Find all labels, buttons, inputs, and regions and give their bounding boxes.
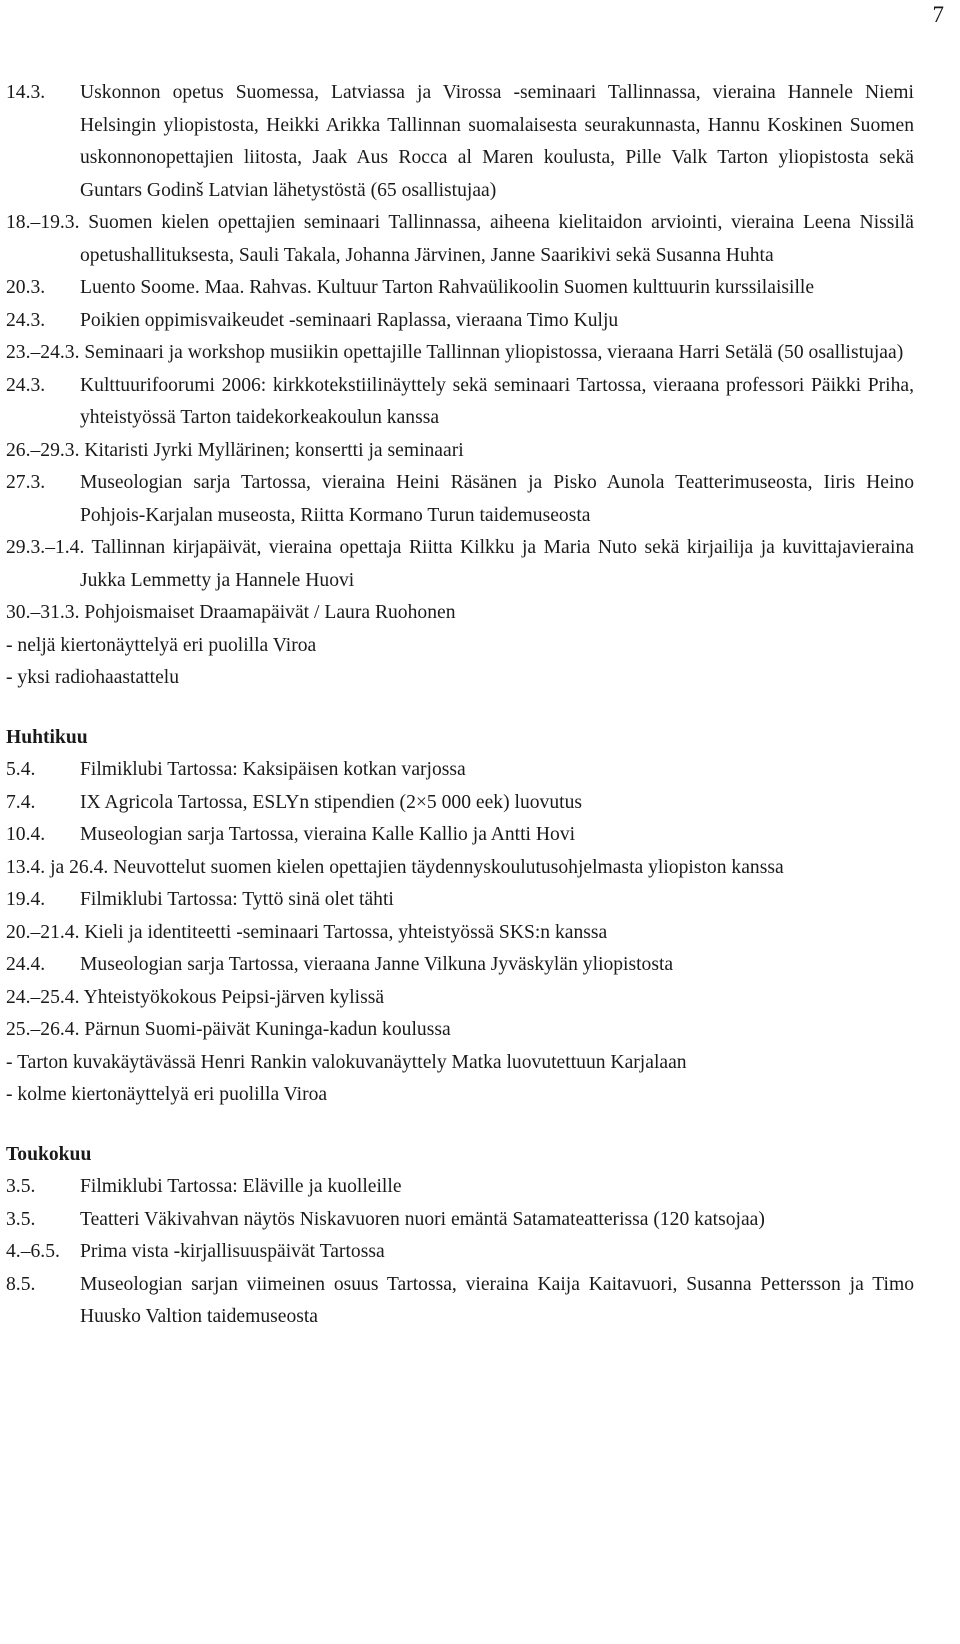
event-entry (6, 370, 914, 435)
bullet-item: - neljä kiertonäyttelyä eri puolilla Viroa (6, 634, 317, 656)
event-entry (6, 272, 914, 305)
event-text: Suomen kielen opettajien seminaari Tallinnassa, aiheena kielitaidon arviointi, vieraina Leena Nissilä opetushallituksesta, Sauli Takala, Johanna Järvinen, Janne Saarikivi sekä Susanna Huhta (80, 212, 914, 266)
event-text: Museologian sarja Tartossa, vieraina Heini Räsänen ja Pisko Aunola Teatterimuseosta, Iiris Heino Pohjois-Karjalan museosta, Riitta Kormano Turun taidemuseosta (80, 472, 914, 526)
page-number: 7 (932, 2, 944, 27)
event-entry (6, 819, 914, 852)
event-text: Museologian sarja Tartossa, vieraina Kalle Kallio ja Antti Hovi (80, 824, 576, 845)
bullet-item: - yksi radiohaastattelu (6, 667, 180, 688)
event-entry (6, 305, 914, 338)
event-text: Teatteri Väkivahvan näytös Niskavuoren nuori emäntä Satamateatterissa (120 katsojaa) (80, 1208, 765, 1230)
event-entry (6, 1014, 914, 1047)
event-date: 7.4. (6, 791, 36, 813)
event-text: Prima vista -kirjallisuuspäivät Tartossa (80, 1241, 385, 1262)
event-text: Kitaristi Jyrki Myllärinen; konsertti ja seminaari (84, 439, 464, 461)
event-entry (6, 982, 914, 1015)
event-entry (6, 337, 914, 370)
event-entry (6, 1204, 914, 1237)
event-date: 10.4. (6, 824, 46, 845)
event-date: 25.–26.4. (6, 1019, 80, 1040)
event-entry (6, 435, 914, 468)
event-text: Filmiklubi Tartossa: Eläville ja kuolleille (80, 1176, 402, 1197)
event-date: 18.–19.3. (6, 212, 80, 233)
event-text: Luento Soome. Maa. Rahvas. Kultuur Tarton Rahvaülikoolin Suomen kulttuurin kurssilaisille (80, 277, 815, 298)
event-text: Filmiklubi Tartossa: Tyttö sinä olet tähti (80, 889, 394, 910)
event-entry (6, 852, 914, 885)
event-date: 23.–24.3. (6, 342, 80, 363)
section-heading-may: Toukokuu (6, 1143, 92, 1165)
event-date: 8.5. (6, 1273, 36, 1295)
event-entry (6, 77, 914, 207)
event-entry (6, 1171, 914, 1204)
event-text: Tallinnan kirjapäivät, vieraina opettaja Riitta Kilkku ja Maria Nuto sekä kirjailija ja kuvittajavieraina Jukka Lemmetty ja Hannele Huovi (80, 537, 914, 591)
event-entry (6, 597, 914, 630)
event-entry (6, 467, 914, 532)
event-entry (6, 949, 914, 982)
event-entry (6, 207, 914, 272)
event-text: Uskonnon opetus Suomessa, Latviassa ja Virossa -seminaari Tallinnassa, vieraina Hannele Niemi Helsingin yliopistosta, Heikki Arikka Tallinnan suomalaisesta seurakunnasta, Hannu Koskinen Suomen uskonnonopettajien liitosta, Jaak Aus Rocca al Maren koulusta, Pille Valk Tarton yliopistosta sekä Guntars Godinš Latvian lähetystöstä (65 osallistujaa) (80, 82, 914, 201)
event-text: Yhteistyökokous Peipsi-järven kylissä (83, 986, 385, 1008)
event-text: IX Agricola Tartossa, ESLYn stipendien (2×5 000 eek) luovutus (80, 791, 583, 813)
event-entry (6, 1269, 914, 1334)
event-date: 24.4. (6, 954, 46, 975)
event-date: 20.3. (6, 277, 46, 298)
event-entry (6, 1236, 914, 1269)
event-date: 14.3. (6, 82, 46, 103)
event-date: 29.3.–1.4. (6, 537, 85, 558)
bullet-item: - Tarton kuvakäytävässä Henri Rankin valokuvanäyttely Matka luovutettuun Karjalaan (6, 1051, 687, 1073)
event-date: 24.3. (6, 374, 46, 396)
event-text: Pärnun Suomi-päivät Kuninga-kadun koulussa (84, 1019, 451, 1040)
event-text: Seminaari ja workshop musiikin opettajille Tallinnan yliopistossa, vieraana Harri Setälä (50 osallistujaa) (84, 342, 904, 363)
event-list (6, 77, 914, 1334)
event-text: Poikien oppimisvaikeudet -seminaari Raplassa, vieraana Timo Kulju (80, 309, 619, 331)
event-entry (6, 917, 914, 950)
event-text: Museologian sarja Tartossa, vieraana Janne Vilkuna Jyväskylän yliopistosta (80, 954, 674, 975)
event-date: 4.–6.5. (6, 1241, 60, 1262)
event-date: 20.–21.4. (6, 921, 80, 943)
event-date: 13.4. ja 26.4. (6, 856, 109, 878)
bullet-item: - kolme kiertonäyttelyä eri puolilla Viroa (6, 1084, 328, 1105)
event-entry (6, 884, 914, 917)
event-entry (6, 787, 914, 820)
event-date: 26.–29.3. (6, 439, 80, 461)
event-date: 5.4. (6, 759, 36, 780)
event-text: Pohjoismaiset Draamapäivät / Laura Ruohonen (84, 602, 456, 623)
event-entry (6, 532, 914, 597)
event-text: Neuvottelut suomen kielen opettajien täydennyskoulutusohjelmasta yliopiston kanssa (113, 856, 784, 878)
event-date: 27.3. (6, 472, 46, 493)
event-text: Filmiklubi Tartossa: Kaksipäisen kotkan varjossa (80, 759, 466, 780)
event-date: 24.3. (6, 309, 46, 331)
event-text: Kieli ja identiteetti -seminaari Tartossa, yhteistyössä SKS:n kanssa (84, 921, 608, 943)
event-entry (6, 754, 914, 787)
event-date: 30.–31.3. (6, 602, 80, 623)
section-heading-april: Huhtikuu (6, 726, 88, 748)
event-date: 24.–25.4. (6, 986, 80, 1008)
event-text: Kulttuurifoorumi 2006: kirkkotekstiilinäyttely sekä seminaari Tartossa, vieraana professori Päikki Priha, yhteistyössä Tarton taidekorkeakoulun kanssa (80, 374, 914, 428)
event-date: 3.5. (6, 1176, 36, 1197)
event-date: 3.5. (6, 1208, 36, 1230)
event-date: 19.4. (6, 889, 46, 910)
event-text: Museologian sarjan viimeinen osuus Tartossa, vieraina Kaija Kaitavuori, Susanna Pettersson ja Timo Huusko Valtion taidemuseosta (80, 1273, 914, 1327)
